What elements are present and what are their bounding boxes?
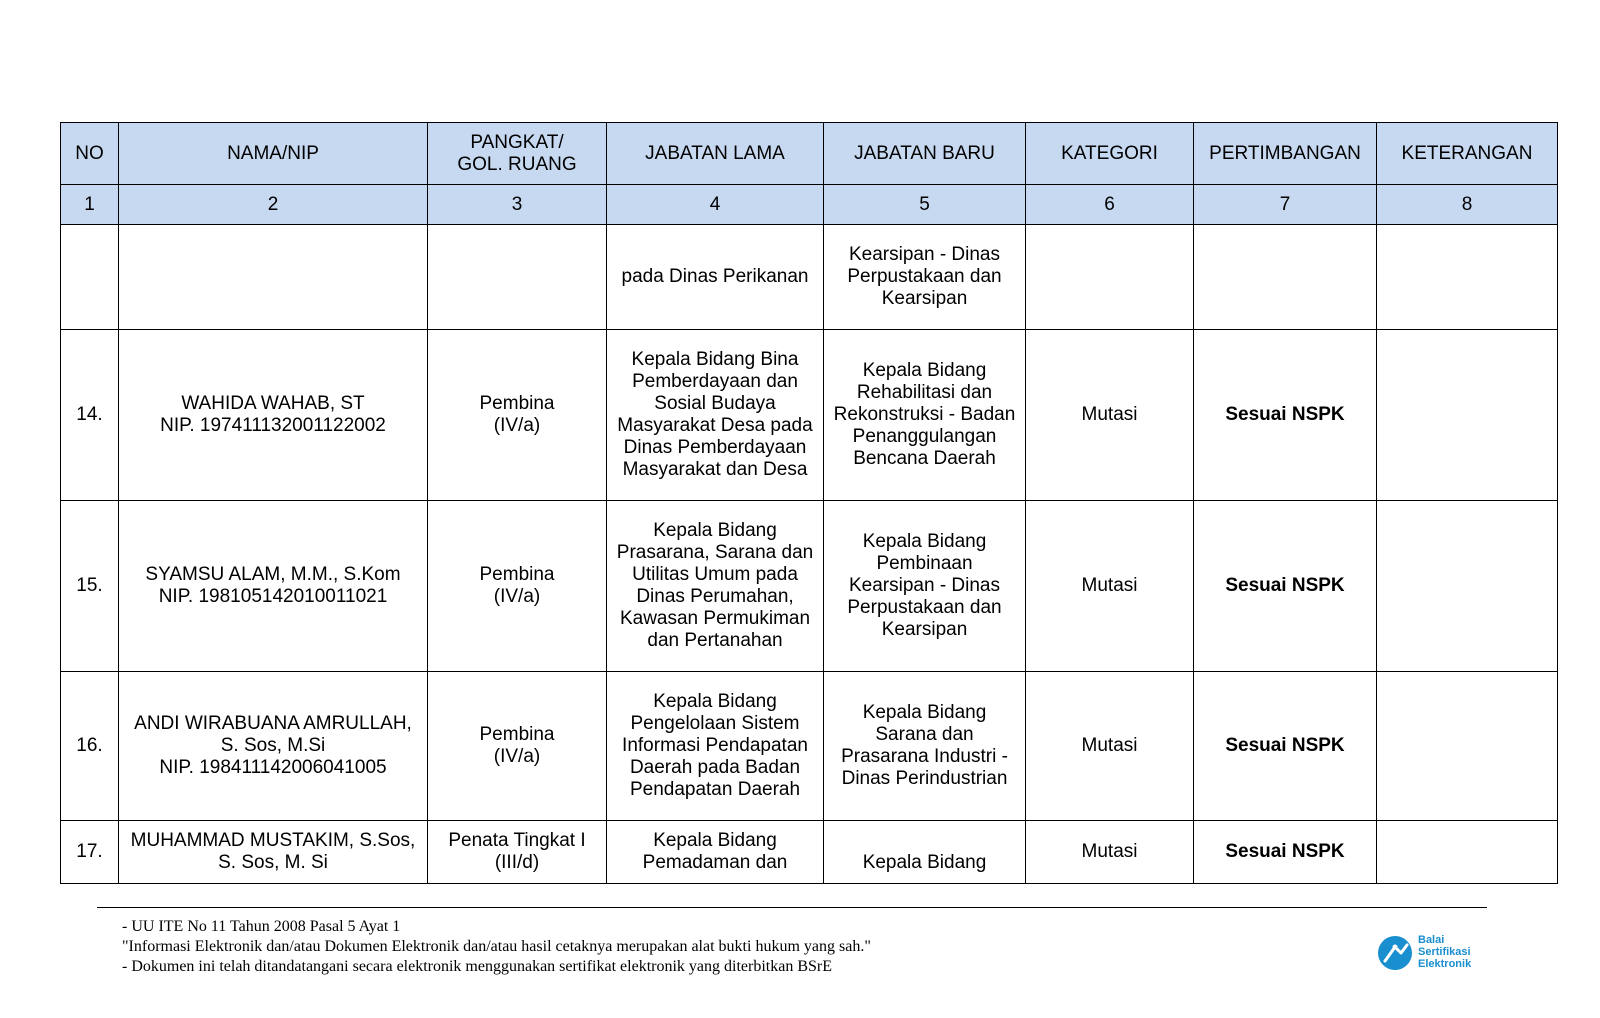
header-pangkat-line: PANGKAT/ [470, 131, 564, 153]
table-row [61, 225, 1558, 330]
cell-line: Pembinaan [876, 553, 973, 574]
mutation-table [60, 122, 1558, 884]
cell-line: Kawasan Permukiman [619, 608, 811, 629]
table-row [61, 330, 1558, 501]
cell-line: Kepala Bidang [862, 702, 987, 723]
cell-line: Rehabilitasi dan [856, 382, 993, 403]
cell-line: Kepala Bidang [862, 531, 987, 552]
cell-line: Prasarana Industri - [841, 746, 1008, 767]
cell-jabatan-lama [607, 821, 824, 884]
cell-line: Penanggulangan [852, 426, 997, 447]
cell-pangkat [428, 225, 607, 330]
cell-line: Kepala Bidang [862, 852, 987, 873]
cell-jabatan-lama [607, 225, 824, 330]
table-row [61, 821, 1558, 884]
cell-kategori: Mutasi [1026, 821, 1194, 884]
column-number: 8 [1377, 185, 1558, 225]
cell-line: Sosial Budaya [654, 393, 776, 414]
cell-spacer [830, 830, 1019, 852]
cell-line: (III/d) [494, 852, 540, 873]
cell-line: Pemberdayaan dan [632, 371, 798, 392]
cell-line: Pemadaman dan [642, 852, 788, 873]
footer-line: - UU ITE No 11 Tahun 2008 Pasal 5 Ayat 1 [122, 918, 401, 935]
cell-pangkat [428, 330, 607, 501]
cell-keterangan [1377, 672, 1558, 821]
cell-pertimbangan: Sesuai NSPK [1194, 330, 1377, 501]
bsre-logo-line: Elektronik [1418, 958, 1472, 970]
cell-line: Pengelolaan Sistem [630, 713, 800, 734]
cell-line: Pendapatan Daerah [629, 779, 801, 800]
cell-line: Pembina [479, 724, 555, 745]
cell-line: Kepala Bidang [653, 830, 777, 851]
header-row [61, 123, 1558, 185]
cell-line: Kearsipan - Dinas [848, 244, 1001, 265]
cell-line: Dinas Perindustrian [841, 768, 1008, 789]
cell-line: Utilitas Umum pada [632, 564, 798, 585]
cell-pertimbangan: Sesuai NSPK [1194, 501, 1377, 672]
cell-kategori [1026, 225, 1194, 330]
header-jabatan-lama: JABATAN LAMA [607, 123, 824, 185]
cell-keterangan [1377, 225, 1558, 330]
cell-line: NIP. 198411142006041005 [159, 757, 387, 778]
header-nama-nip: NAMA/NIP [119, 123, 428, 185]
cell-line: Kepala Bidang [862, 360, 987, 381]
header-pertimbangan: PERTIMBANGAN [1194, 123, 1377, 185]
cell-pangkat [428, 672, 607, 821]
column-number-row [61, 185, 1558, 225]
cell-kategori: Mutasi [1026, 672, 1194, 821]
cell-line: Masyarakat Desa pada [617, 415, 813, 436]
cell-line: Pembina [479, 564, 555, 585]
cell-line: Pembina [479, 393, 555, 414]
cell-line: Perpustakaan dan [847, 266, 1002, 287]
column-number: 3 [428, 185, 607, 225]
table-row [61, 501, 1558, 672]
cell-jabatan-baru [824, 821, 1026, 884]
cell-jabatan-lama [607, 330, 824, 501]
header-pangkat [428, 123, 607, 185]
cell-pertimbangan: Sesuai NSPK [1194, 821, 1377, 884]
header-kategori: KATEGORI [1026, 123, 1194, 185]
cell-no [61, 225, 119, 330]
cell-kategori: Mutasi [1026, 501, 1194, 672]
cell-nama-nip [119, 821, 428, 884]
cell-line: Sarana dan [875, 724, 974, 745]
cell-nama-nip [119, 225, 428, 330]
cell-no: 16. [61, 672, 119, 821]
cell-line: dan Pertanahan [647, 630, 783, 651]
cell-line: S. Sos, M.Si [220, 735, 326, 756]
footer-notice [122, 917, 871, 977]
column-number: 5 [824, 185, 1026, 225]
header-pangkat-line: GOL. RUANG [457, 153, 577, 175]
cell-pangkat [428, 821, 607, 884]
cell-line: Penata Tingkat I [448, 830, 586, 851]
header-keterangan: KETERANGAN [1377, 123, 1558, 185]
cell-line: Kearsipan - Dinas [848, 575, 1001, 596]
cell-line: Kepala Bidang [653, 520, 777, 541]
bsre-logo-text [1418, 934, 1471, 970]
cell-line: (IV/a) [493, 746, 541, 767]
cell-line: MUHAMMAD MUSTAKIM, S.Sos, [130, 830, 416, 851]
cell-line: NIP. 198105142010011021 [158, 586, 388, 607]
cell-pertimbangan [1194, 225, 1377, 330]
bsre-emblem-icon [1376, 934, 1414, 972]
header-jabatan-baru: JABATAN BARU [824, 123, 1026, 185]
cell-keterangan [1377, 821, 1558, 884]
cell-jabatan-baru [824, 501, 1026, 672]
bsre-logo-line: Balai [1418, 934, 1445, 946]
cell-no: 14. [61, 330, 119, 501]
column-number: 1 [61, 185, 119, 225]
cell-keterangan [1377, 330, 1558, 501]
cell-line: Kepala Bidang [653, 691, 777, 712]
cell-keterangan [1377, 501, 1558, 672]
cell-line: Kearsipan [881, 619, 968, 640]
cell-line: Dinas Pemberdayaan [623, 437, 807, 458]
cell-line: (IV/a) [493, 415, 541, 436]
bsre-logo-line: Sertifikasi [1418, 946, 1471, 958]
footer-line: "Informasi Elektronik dan/atau Dokumen Elektronik dan/atau hasil cetaknya merupakan alat bukti hukum yang sah." [122, 938, 871, 955]
cell-line: Perpustakaan dan [847, 597, 1002, 618]
cell-line: Dinas Perumahan, [636, 586, 794, 607]
cell-pertimbangan: Sesuai NSPK [1194, 672, 1377, 821]
cell-line: S. Sos, M. Si [218, 852, 328, 873]
cell-line: Masyarakat dan Desa [622, 459, 808, 480]
cell-line: Kearsipan [881, 288, 968, 309]
cell-jabatan-baru [824, 672, 1026, 821]
footer-divider [97, 907, 1487, 908]
cell-no: 15. [61, 501, 119, 672]
cell-line: SYAMSU ALAM, M.M., S.Kom [145, 564, 401, 585]
cell-line: (IV/a) [493, 586, 541, 607]
cell-line: ANDI WIRABUANA AMRULLAH, [134, 713, 412, 734]
cell-jabatan-lama [607, 672, 824, 821]
cell-line: NIP. 197411132001122002 [160, 415, 386, 436]
table-row [61, 672, 1558, 821]
cell-line: Informasi Pendapatan [622, 735, 808, 756]
cell-line: Bencana Daerah [853, 448, 996, 469]
column-number: 4 [607, 185, 824, 225]
cell-nama-nip [119, 330, 428, 501]
cell-pangkat [428, 501, 607, 672]
cell-no: 17. [61, 821, 119, 884]
bsre-logo [1376, 934, 1476, 974]
cell-jabatan-baru [824, 225, 1026, 330]
header-no: NO [61, 123, 119, 185]
cell-nama-nip [119, 501, 428, 672]
column-number: 7 [1194, 185, 1377, 225]
column-number: 6 [1026, 185, 1194, 225]
cell-line: Rekonstruksi - Badan [833, 404, 1016, 425]
column-number: 2 [119, 185, 428, 225]
cell-jabatan-lama [607, 501, 824, 672]
cell-line: Prasarana, Sarana dan [616, 542, 814, 563]
cell-jabatan-baru [824, 330, 1026, 501]
cell-line: Kepala Bidang Bina [631, 349, 799, 370]
cell-nama-nip [119, 672, 428, 821]
cell-line: WAHIDA WAHAB, ST [181, 393, 365, 414]
cell-line: pada Dinas Perikanan [621, 266, 809, 287]
cell-kategori: Mutasi [1026, 330, 1194, 501]
cell-line: Daerah pada Badan [629, 757, 801, 778]
footer-line: - Dokumen ini telah ditandatangani secara elektronik menggunakan sertifikat elektronik yang diterbitkan BSrE [122, 958, 832, 975]
